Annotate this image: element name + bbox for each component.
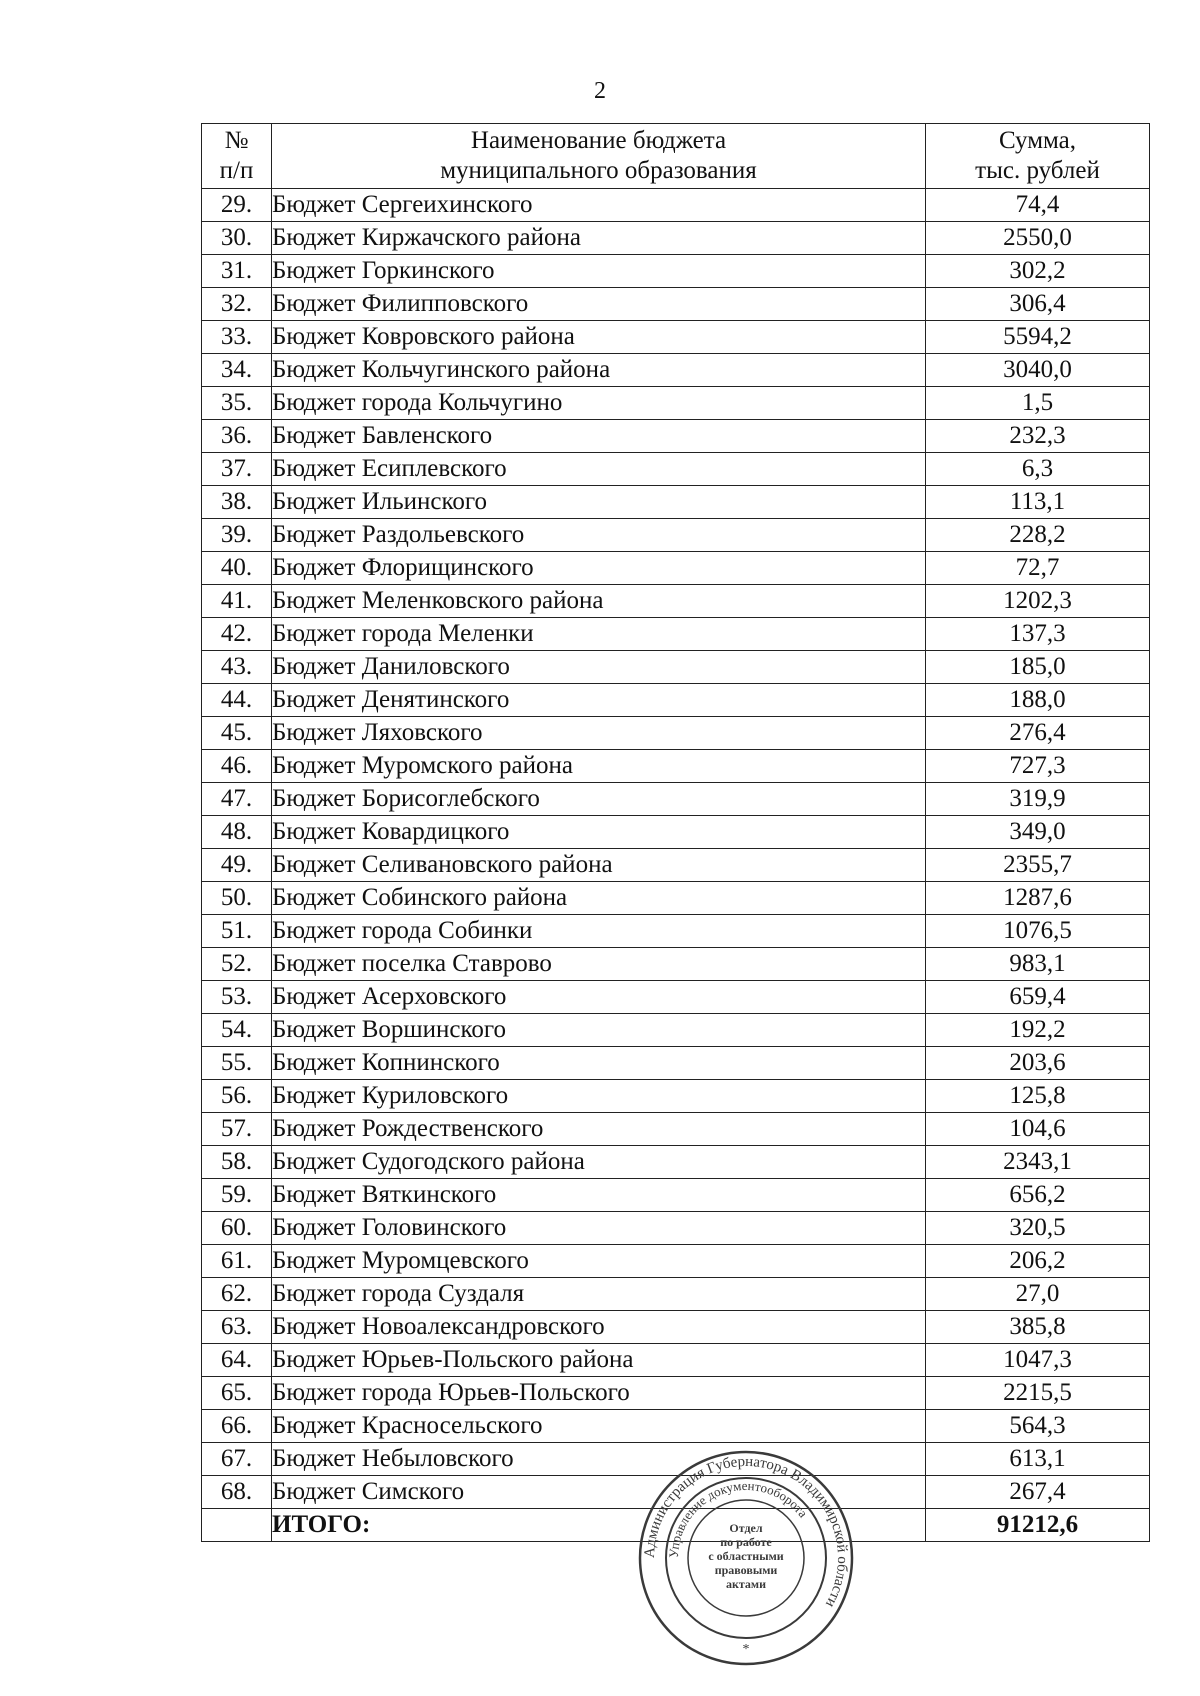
row-name: Бюджет Головинского	[272, 1212, 926, 1245]
row-num: 50.	[202, 882, 272, 915]
row-num: 38.	[202, 486, 272, 519]
row-sum: 74,4	[926, 189, 1150, 222]
row-num: 62.	[202, 1278, 272, 1311]
table-row	[202, 651, 1150, 684]
row-name: Бюджет Асерховского	[272, 981, 926, 1014]
row-name: Бюджет Селивановского района	[272, 849, 926, 882]
row-num: 31.	[202, 255, 272, 288]
row-num: 59.	[202, 1179, 272, 1212]
row-name: Бюджет Ковардицкого	[272, 816, 926, 849]
row-sum: 319,9	[926, 783, 1150, 816]
row-sum: 6,3	[926, 453, 1150, 486]
row-name: Бюджет города Собинки	[272, 915, 926, 948]
header-name-line2: муниципального образования	[440, 157, 757, 184]
row-sum: 2215,5	[926, 1377, 1150, 1410]
row-num: 55.	[202, 1047, 272, 1080]
page-number: 2	[594, 78, 606, 104]
row-name: Бюджет Юрьев-Польского района	[272, 1344, 926, 1377]
row-name: Бюджет Ляховского	[272, 717, 926, 750]
row-name: Бюджет Ильинского	[272, 486, 926, 519]
row-num: 51.	[202, 915, 272, 948]
row-num: 43.	[202, 651, 272, 684]
row-name: Бюджет Куриловского	[272, 1080, 926, 1113]
row-sum: 203,6	[926, 1047, 1150, 1080]
table-row	[202, 486, 1150, 519]
row-sum: 27,0	[926, 1278, 1150, 1311]
table-row	[202, 552, 1150, 585]
table-row	[202, 321, 1150, 354]
row-name: Бюджет Симского	[272, 1476, 926, 1509]
stamp-center-line: по работе	[720, 1535, 772, 1549]
row-sum: 192,2	[926, 1014, 1150, 1047]
row-sum: 2355,7	[926, 849, 1150, 882]
row-num: 36.	[202, 420, 272, 453]
table-row	[202, 354, 1150, 387]
total-sum: 91212,6	[926, 1509, 1150, 1542]
table-row	[202, 750, 1150, 783]
header-name	[272, 124, 926, 189]
table-row	[202, 849, 1150, 882]
row-name: Бюджет Копнинского	[272, 1047, 926, 1080]
row-sum: 659,4	[926, 981, 1150, 1014]
row-name: Бюджет Воршинского	[272, 1014, 926, 1047]
row-num: 41.	[202, 585, 272, 618]
table-row	[202, 1047, 1150, 1080]
budget-table	[201, 123, 1150, 1542]
row-sum: 3040,0	[926, 354, 1150, 387]
row-name: Бюджет Горкинского	[272, 255, 926, 288]
header-num	[202, 124, 272, 189]
stamp-center-text	[708, 1521, 783, 1591]
row-num: 35.	[202, 387, 272, 420]
table-row	[202, 915, 1150, 948]
row-num: 66.	[202, 1410, 272, 1443]
row-sum: 185,0	[926, 651, 1150, 684]
row-num: 57.	[202, 1113, 272, 1146]
row-num: 30.	[202, 222, 272, 255]
table-row	[202, 1410, 1150, 1443]
table-row	[202, 519, 1150, 552]
row-name: Бюджет Муромского района	[272, 750, 926, 783]
row-name: Бюджет Вяткинского	[272, 1179, 926, 1212]
row-num: 37.	[202, 453, 272, 486]
row-sum: 1287,6	[926, 882, 1150, 915]
table-row	[202, 1344, 1150, 1377]
table-row	[202, 189, 1150, 222]
row-sum: 983,1	[926, 948, 1150, 981]
row-sum: 2550,0	[926, 222, 1150, 255]
row-name: Бюджет Есиплевского	[272, 453, 926, 486]
table-row	[202, 882, 1150, 915]
row-name: Бюджет Филипповского	[272, 288, 926, 321]
row-sum: 232,3	[926, 420, 1150, 453]
row-name: Бюджет Муромцевского	[272, 1245, 926, 1278]
row-num: 63.	[202, 1311, 272, 1344]
table-row	[202, 222, 1150, 255]
row-sum: 206,2	[926, 1245, 1150, 1278]
row-sum: 1047,3	[926, 1344, 1150, 1377]
stamp-center-line: с областными	[708, 1549, 784, 1563]
table-row	[202, 1080, 1150, 1113]
row-sum: 104,6	[926, 1113, 1150, 1146]
header-sum-line2: тыс. рублей	[975, 157, 1100, 184]
row-num: 64.	[202, 1344, 272, 1377]
table-row	[202, 420, 1150, 453]
row-num: 39.	[202, 519, 272, 552]
table-row	[202, 618, 1150, 651]
table-row	[202, 1146, 1150, 1179]
official-seal-stamp	[636, 1448, 856, 1668]
stamp-outer-text: Администрация Губернатора Владимирской области	[641, 1453, 851, 1610]
table-row	[202, 387, 1150, 420]
row-num: 49.	[202, 849, 272, 882]
table-row	[202, 783, 1150, 816]
row-sum: 564,3	[926, 1410, 1150, 1443]
row-sum: 1076,5	[926, 915, 1150, 948]
row-num: 52.	[202, 948, 272, 981]
row-sum: 1,5	[926, 387, 1150, 420]
table-row	[202, 453, 1150, 486]
row-num: 54.	[202, 1014, 272, 1047]
row-name: Бюджет Денятинского	[272, 684, 926, 717]
stamp-center-line: правовыми	[714, 1563, 778, 1577]
row-num: 56.	[202, 1080, 272, 1113]
stamp-center-line: актами	[725, 1577, 767, 1591]
row-name: Бюджет города Кольчугино	[272, 387, 926, 420]
row-sum: 385,8	[926, 1311, 1150, 1344]
row-sum: 72,7	[926, 552, 1150, 585]
row-name: Бюджет Красносельского	[272, 1410, 926, 1443]
row-num: 67.	[202, 1443, 272, 1476]
header-num-line2: п/п	[219, 157, 254, 184]
row-name: Бюджет Небыловского	[272, 1443, 926, 1476]
row-num: 60.	[202, 1212, 272, 1245]
row-num: 53.	[202, 981, 272, 1014]
row-name: Бюджет Судогодского района	[272, 1146, 926, 1179]
row-sum: 306,4	[926, 288, 1150, 321]
row-sum: 188,0	[926, 684, 1150, 717]
row-sum: 302,2	[926, 255, 1150, 288]
row-sum: 2343,1	[926, 1146, 1150, 1179]
row-num: 46.	[202, 750, 272, 783]
row-name: Бюджет Собинского района	[272, 882, 926, 915]
table-row	[202, 1014, 1150, 1047]
row-num: 61.	[202, 1245, 272, 1278]
table-row	[202, 288, 1150, 321]
row-sum: 1202,3	[926, 585, 1150, 618]
row-name: Бюджет Киржачского района	[272, 222, 926, 255]
row-num: 42.	[202, 618, 272, 651]
table-row	[202, 1113, 1150, 1146]
stamp-star-icon: *	[742, 1642, 750, 1657]
table-row	[202, 717, 1150, 750]
row-num: 65.	[202, 1377, 272, 1410]
row-num: 45.	[202, 717, 272, 750]
table-header-row	[202, 124, 1150, 189]
row-sum: 228,2	[926, 519, 1150, 552]
total-num-cell	[202, 1509, 272, 1542]
table-row	[202, 1278, 1150, 1311]
table-row	[202, 948, 1150, 981]
table-row	[202, 1179, 1150, 1212]
row-sum: 5594,2	[926, 321, 1150, 354]
header-name-line1: Наименование бюджета	[470, 127, 727, 154]
row-sum: 656,2	[926, 1179, 1150, 1212]
row-name: Бюджет Кольчугинского района	[272, 354, 926, 387]
row-sum: 320,5	[926, 1212, 1150, 1245]
row-sum: 613,1	[926, 1443, 1150, 1476]
row-num: 44.	[202, 684, 272, 717]
header-num-line1: №	[224, 127, 249, 154]
row-sum: 125,8	[926, 1080, 1150, 1113]
row-name: Бюджет Раздольевского	[272, 519, 926, 552]
table-row	[202, 1245, 1150, 1278]
table-row	[202, 255, 1150, 288]
row-name: Бюджет города Меленки	[272, 618, 926, 651]
row-sum: 727,3	[926, 750, 1150, 783]
row-name: Бюджет города Юрьев-Польского	[272, 1377, 926, 1410]
table-row	[202, 816, 1150, 849]
table-row	[202, 1377, 1150, 1410]
row-num: 29.	[202, 189, 272, 222]
row-num: 33.	[202, 321, 272, 354]
row-num: 48.	[202, 816, 272, 849]
row-name: Бюджет Ковровского района	[272, 321, 926, 354]
row-name: Бюджет Меленковского района	[272, 585, 926, 618]
row-sum: 276,4	[926, 717, 1150, 750]
row-sum: 267,4	[926, 1476, 1150, 1509]
row-num: 47.	[202, 783, 272, 816]
table-row	[202, 1212, 1150, 1245]
row-name: Бюджет Бавленского	[272, 420, 926, 453]
row-sum: 137,3	[926, 618, 1150, 651]
row-num: 58.	[202, 1146, 272, 1179]
row-num: 68.	[202, 1476, 272, 1509]
row-num: 34.	[202, 354, 272, 387]
row-name: Бюджет поселка Ставрово	[272, 948, 926, 981]
table-row	[202, 981, 1150, 1014]
header-sum-line1: Сумма,	[998, 127, 1077, 154]
total-label: ИТОГО:	[272, 1509, 926, 1542]
row-num: 32.	[202, 288, 272, 321]
row-name: Бюджет Новоалександровского	[272, 1311, 926, 1344]
table-row	[202, 585, 1150, 618]
row-name: Бюджет Борисоглебского	[272, 783, 926, 816]
stamp-center-line: Отдел	[729, 1521, 763, 1535]
table-row	[202, 1311, 1150, 1344]
row-name: Бюджет Даниловского	[272, 651, 926, 684]
header-sum	[926, 124, 1150, 189]
row-name: Бюджет Сергеихинского	[272, 189, 926, 222]
row-sum: 349,0	[926, 816, 1150, 849]
row-sum: 113,1	[926, 486, 1150, 519]
row-name: Бюджет города Суздаля	[272, 1278, 926, 1311]
table-body	[202, 189, 1150, 1509]
row-name: Бюджет Рождественского	[272, 1113, 926, 1146]
row-name: Бюджет Флорищинского	[272, 552, 926, 585]
table-row	[202, 684, 1150, 717]
row-num: 40.	[202, 552, 272, 585]
stamp-ring-text: Управление документооборота	[665, 1477, 811, 1559]
